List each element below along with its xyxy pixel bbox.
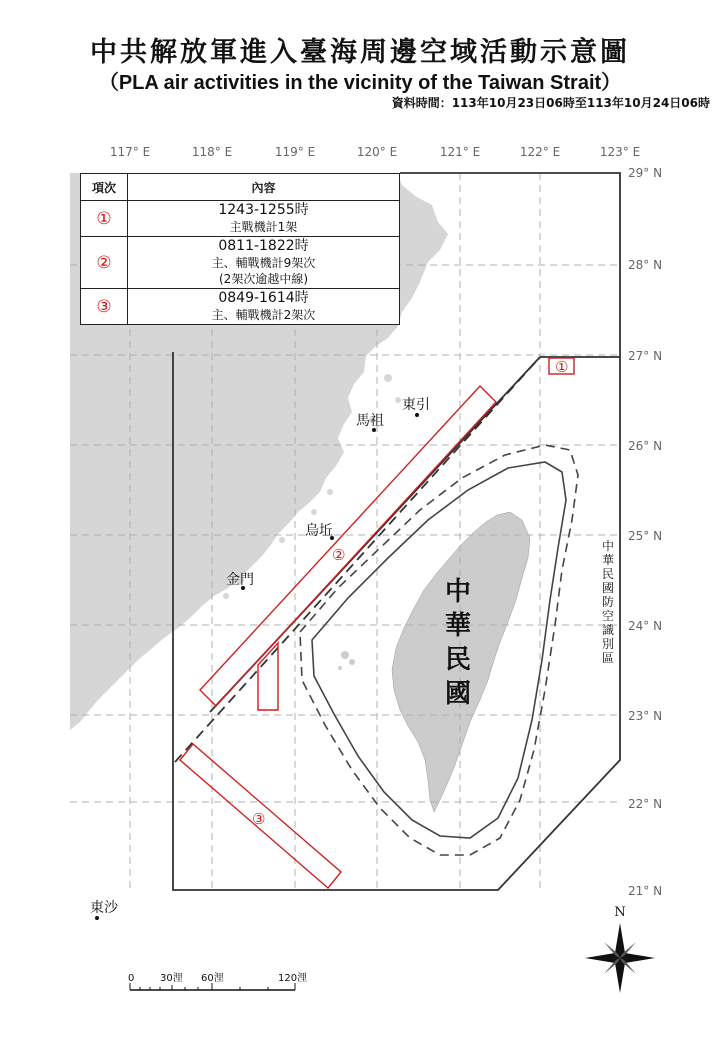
- longitude-label: 120° E: [356, 145, 398, 159]
- map-subtitle: （PLA air activities in the vicinity of the Taiwan Strait）: [98, 72, 622, 94]
- latitude-label: 26° N: [628, 439, 663, 453]
- map-title: 中共解放軍進入臺海周邊空域活動示意圖: [90, 37, 630, 68]
- longitude-label: 123° E: [599, 145, 641, 159]
- longitude-label: 117° E: [109, 145, 151, 159]
- legend-desc-2a: 主、輔戰機計9架次: [211, 256, 316, 270]
- legend-row: [81, 289, 400, 325]
- marker-3: ③: [252, 810, 266, 828]
- latitude-label: 21° N: [628, 884, 663, 898]
- legend-row: [81, 201, 400, 237]
- latitude-labels: [628, 166, 662, 898]
- legend-time-2: 0811-1822時: [218, 238, 309, 254]
- legend-table: [80, 173, 400, 325]
- longitude-label: 121° E: [439, 145, 481, 159]
- legend-num-1: ①: [81, 201, 128, 237]
- matsu-label: 馬祖: [356, 413, 384, 429]
- latitude-label: 25° N: [628, 529, 663, 543]
- latitude-label: 28° N: [628, 258, 663, 272]
- north-arrow: [585, 905, 655, 993]
- legend-num-3: ③: [81, 289, 128, 325]
- latitude-label: 23° N: [628, 709, 663, 723]
- adiz-label: [602, 538, 614, 665]
- scale-label-60: 60浬: [201, 973, 224, 984]
- latitude-label: 22° N: [628, 797, 663, 811]
- dongsha-dot: [95, 916, 99, 920]
- legend-num-2: ②: [81, 237, 128, 289]
- penghu-islands: [338, 651, 355, 670]
- svg-text:中華民國: 中華民國: [444, 577, 472, 709]
- latitude-label: 24° N: [628, 619, 663, 633]
- svg-text:中華民國防空識別區: 中華民國防空識別區: [601, 539, 615, 665]
- dongyin-dot: [415, 413, 419, 417]
- legend-desc-2b: (2架次逾越中線): [219, 272, 308, 286]
- legend-time-1: 1243-1255時: [218, 202, 309, 218]
- longitude-label: 118° E: [191, 145, 233, 159]
- marker-1: ①: [555, 358, 569, 376]
- legend-time-3: 0849-1614時: [218, 290, 309, 306]
- latitude-label: 27° N: [628, 349, 663, 363]
- marker-2: ②: [332, 546, 346, 564]
- activity-area-2-extension: [258, 643, 278, 710]
- legend-desc-3a: 主、輔戰機計2架次: [211, 308, 316, 322]
- scale-bar: [128, 972, 307, 990]
- legend-row: [81, 237, 400, 289]
- longitude-label: 119° E: [274, 145, 316, 159]
- legend-header-content: 內容: [128, 174, 400, 201]
- dongsha-label: 東沙: [90, 900, 118, 916]
- latitude-label: 29° N: [628, 166, 663, 180]
- scale-label-30: 30浬: [160, 973, 183, 984]
- legend-header-item: 項次: [81, 174, 128, 201]
- kinmen-label: 金門: [226, 572, 254, 588]
- dongyin-label: 東引: [402, 397, 430, 413]
- scale-label-0: 0: [128, 973, 135, 984]
- longitude-label: 122° E: [519, 145, 561, 159]
- scale-label-120: 120浬: [278, 973, 308, 984]
- longitude-labels: [110, 145, 640, 159]
- north-label: N: [614, 905, 626, 920]
- data-time: 資料時間：113年10月23日06時至113年10月24日06時: [391, 96, 710, 110]
- wuqiu-label: 烏坵: [305, 523, 333, 539]
- legend-desc-1a: 主戰機計1架: [229, 220, 298, 234]
